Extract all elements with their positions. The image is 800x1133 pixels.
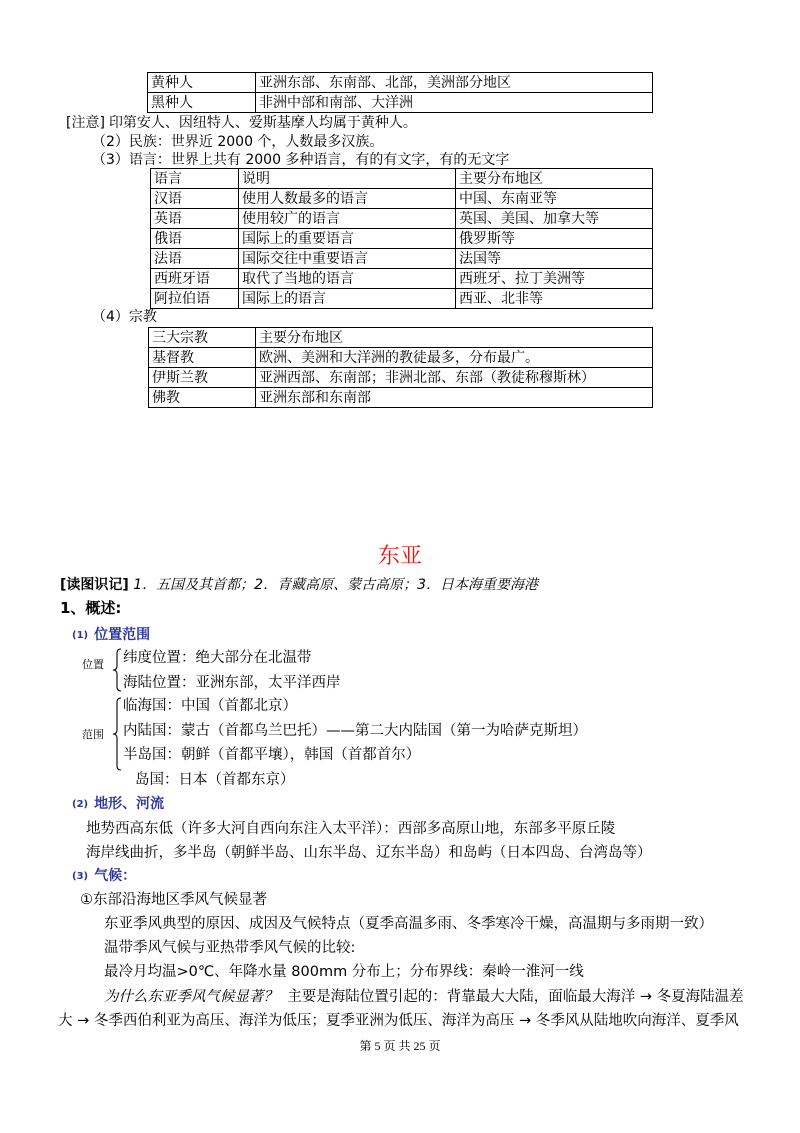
- region-cell: 欧洲、美洲和大洋洲的教徒最多，分布最广。: [256, 348, 653, 368]
- table-row: [149, 348, 653, 368]
- language-cell: 西班牙语: [151, 269, 239, 289]
- description-cell: 使用人数最多的语言: [239, 189, 456, 209]
- column-header: 主要分布地区: [456, 169, 653, 189]
- column-header: 说明: [239, 169, 456, 189]
- race-cell: 黑种人: [148, 93, 256, 113]
- table-row: [151, 289, 653, 309]
- climate-continuation: 大 → 冬季西伯利亚为高压、海洋为低压；夏季亚洲为低压、海洋为高压 → 冬季风从陆地吹向海洋、夏季风: [58, 1013, 739, 1029]
- table-row: [148, 73, 653, 93]
- race-cell: 黄种人: [148, 73, 256, 93]
- table-row: [149, 368, 653, 388]
- description-cell: 国际上的语言: [239, 289, 456, 309]
- read-map-label: [读图识记]: [60, 577, 129, 593]
- language-cell: 汉语: [151, 189, 239, 209]
- language-cell: 阿拉伯语: [151, 289, 239, 309]
- description-cell: 取代了当地的语言: [239, 269, 456, 289]
- table-row: [151, 269, 653, 289]
- race-table: [147, 72, 653, 113]
- region-cell: 亚洲东部和东南部: [256, 388, 653, 408]
- religion-cell: 伊斯兰教: [149, 368, 256, 388]
- sea-land-position: 海陆位置：亚洲东部，太平洋西岸: [123, 675, 341, 691]
- terrain-line: 地势西高东低（许多大河自西向东注入太平洋）：西部多高原山地，东部多平原丘陵: [86, 821, 616, 837]
- page-footer: 第 5 页 共 25 页: [359, 1039, 441, 1053]
- region-cell: 亚洲西部、东南部；非洲北部、东部（教徒称穆斯林）: [256, 368, 653, 388]
- religion-cell: 基督教: [149, 348, 256, 368]
- peninsula-country: 半岛国：朝鲜（首都平壤），韩国（首都首尔）: [123, 747, 421, 763]
- climate-question: 为什么东亚季风气候显著？: [104, 989, 278, 1005]
- region-cell: 亚洲东部、东南部、北部，美洲部分地区: [256, 73, 653, 93]
- subheading-text: 地形、河流: [94, 796, 165, 812]
- overview-heading: 1、概述:: [60, 599, 122, 617]
- language-cell: 英语: [151, 209, 239, 229]
- region-cell: 俄罗斯等: [456, 229, 653, 249]
- climate-line: 东亚季风典型的原因、成因及气候特点（夏季高温多雨、冬季寒冷干燥，高温期与多雨期一致）: [104, 916, 713, 932]
- ethnicity-line: （2）民族：世界近 2000 个，人数最多汉族。: [92, 134, 384, 150]
- region-cell: 西亚、北非等: [456, 289, 653, 309]
- table-row: [151, 229, 653, 249]
- table-row: [151, 249, 653, 269]
- terrain-line: 海岸线曲折，多半岛（朝鲜半岛、山东半岛、辽东半岛）和岛屿（日本四岛、台湾岛等）: [86, 845, 652, 861]
- subheading-number: (1): [72, 630, 89, 641]
- climate-answer: 主要是海陆位置引起的：背靠最大大陆，面临最大海洋 → 冬夏海陆温差: [287, 989, 744, 1005]
- climate-subheading: [72, 866, 136, 887]
- religion-table: [148, 327, 653, 408]
- note-line: [66, 113, 417, 133]
- table-row: [151, 209, 653, 229]
- table-header-row: [149, 328, 653, 348]
- region-cell: 法国等: [456, 249, 653, 269]
- curly-brace-icon: [112, 697, 122, 771]
- subheading-number: (3): [72, 871, 89, 882]
- coastal-country: 临海国：中国（首都北京）: [123, 698, 297, 714]
- subheading-text: 位置范围: [94, 627, 151, 643]
- religion-cell: 佛教: [149, 388, 256, 408]
- position-label: 位置: [82, 658, 104, 671]
- language-cell: 法语: [151, 249, 239, 269]
- climate-line: 温带季风气候与亚热带季风气候的比较:: [104, 940, 356, 956]
- table-row: [148, 93, 653, 113]
- climate-line: 最冷月均温>0℃、年降水量 800mm 分布上；分布界线：秦岭一淮河一线: [104, 964, 584, 980]
- climate-line: ①东部沿海地区季风气候显著: [80, 892, 267, 908]
- description-cell: 国际上的重要语言: [239, 229, 456, 249]
- region-cell: 西班牙、拉丁美洲等: [456, 269, 653, 289]
- latitude-position: 纬度位置：绝大部分在北温带: [123, 650, 312, 666]
- subheading-number: (2): [72, 799, 89, 810]
- language-heading: （3）语言：世界上共有 2000 多种语言，有的有文字，有的无文字: [92, 152, 510, 168]
- region-cell: 中国、东南亚等: [456, 189, 653, 209]
- column-header: 三大宗教: [149, 328, 256, 348]
- table-header-row: [151, 169, 653, 189]
- island-country: 岛国：日本（首都东京）: [135, 772, 295, 788]
- description-cell: 使用较广的语言: [239, 209, 456, 229]
- climate-question-line: [104, 987, 744, 1007]
- read-map-text: 1．五国及其首都；2．青藏高原、蒙古高原；3．日本海重要海港: [133, 577, 538, 593]
- subheading-text: 气候：: [94, 868, 137, 884]
- read-map-line: [60, 575, 538, 595]
- description-cell: 国际交往中重要语言: [239, 249, 456, 269]
- curly-brace-icon: [112, 648, 122, 692]
- terrain-subheading: [72, 794, 164, 815]
- religion-heading: （4）宗教: [92, 309, 157, 325]
- region-cell: 英国、美国、加拿大等: [456, 209, 653, 229]
- language-table: [150, 168, 653, 309]
- language-cell: 俄语: [151, 229, 239, 249]
- table-row: [151, 189, 653, 209]
- region-cell: 非洲中部和南部、大洋洲: [256, 93, 653, 113]
- column-header: 语言: [151, 169, 239, 189]
- note-text: 印第安人、因纽特人、爱斯基摩人均属于黄种人。: [108, 115, 417, 131]
- table-row: [149, 388, 653, 408]
- range-label: 范围: [82, 728, 104, 741]
- column-header: 主要分布地区: [256, 328, 653, 348]
- inland-country: 内陆国：蒙古（首都乌兰巴托）——第二大内陆国（第一为哈萨克斯坦）: [123, 723, 587, 739]
- note-label: [注意]: [66, 115, 105, 131]
- section-title: 东亚: [377, 544, 422, 569]
- location-subheading: [72, 625, 150, 646]
